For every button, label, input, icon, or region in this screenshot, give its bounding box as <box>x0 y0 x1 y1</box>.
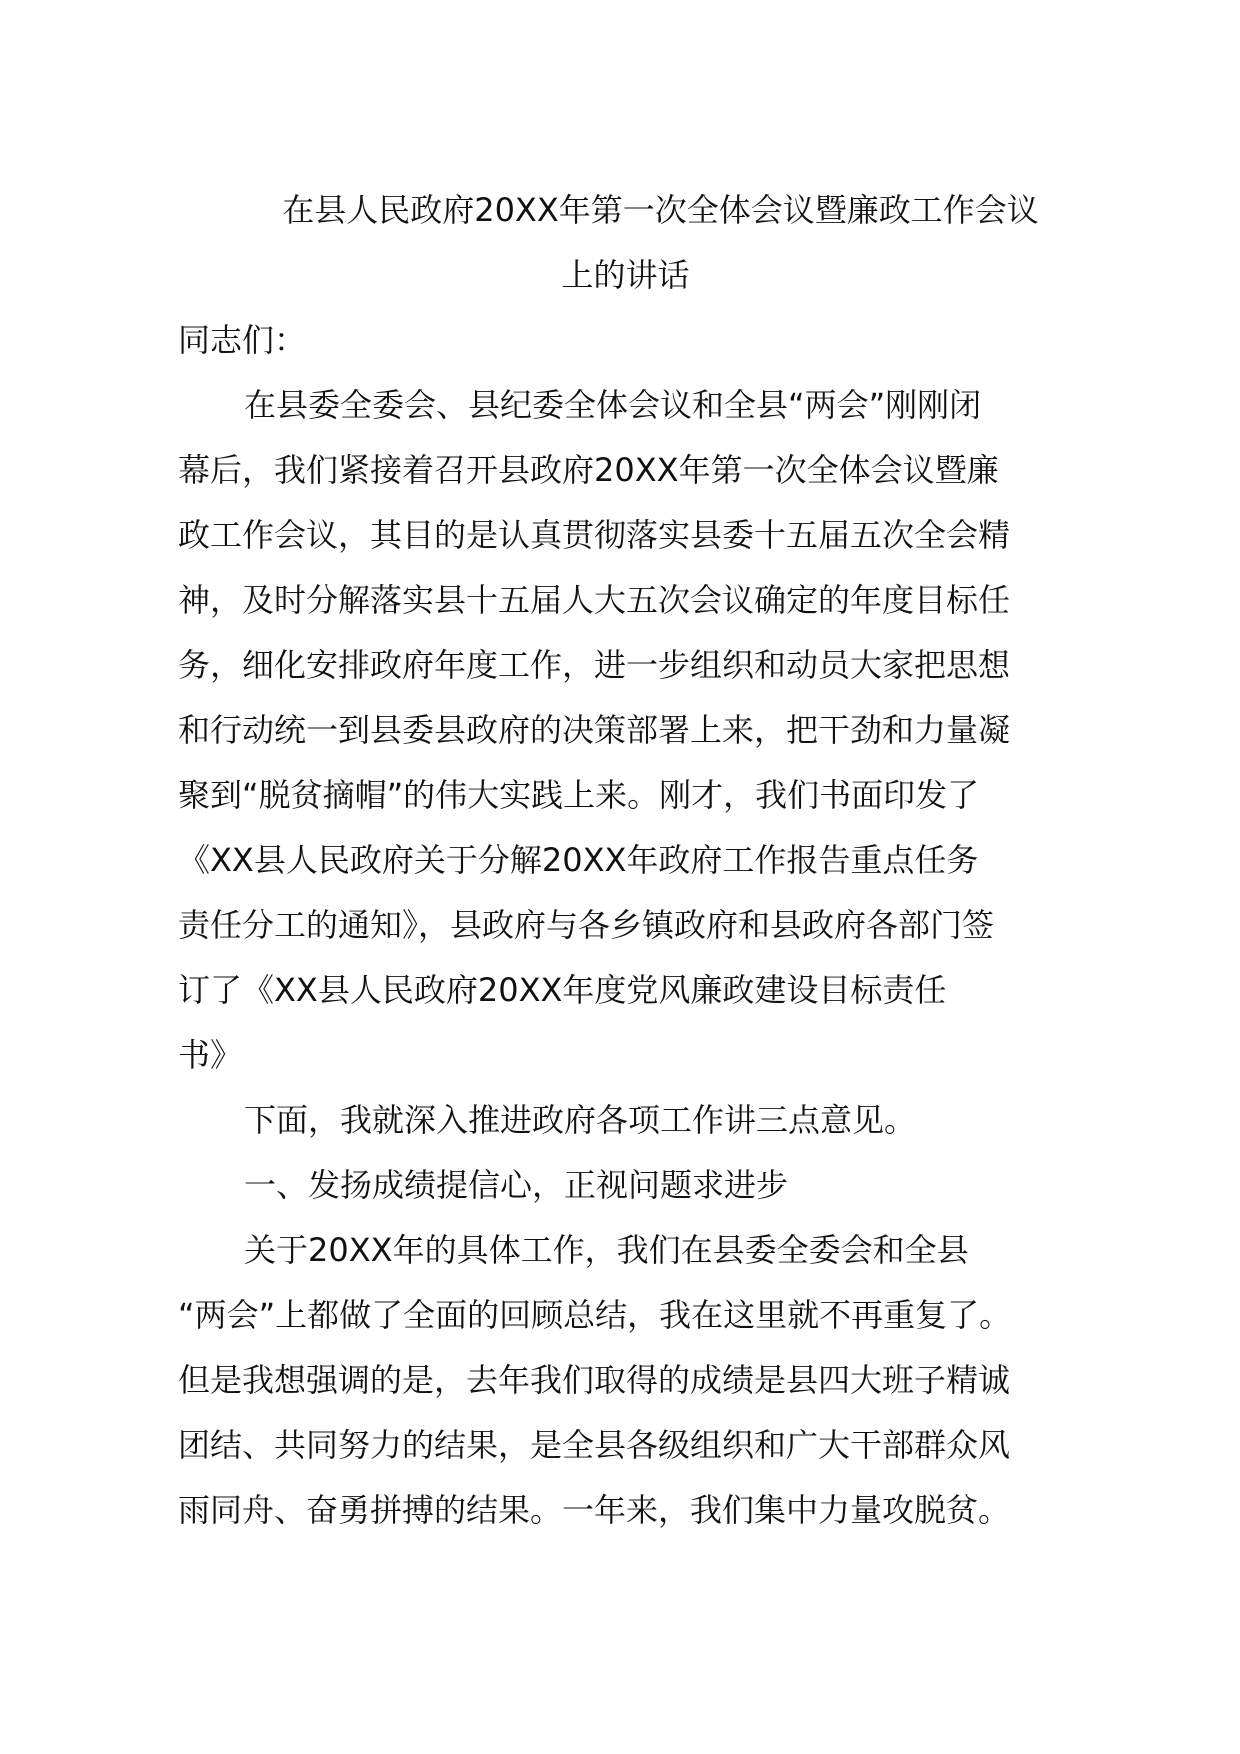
paragraph-line: 务，细化安排政府年度工作，进一步组织和动员大家把思想 <box>178 646 1011 684</box>
section-heading-1 <box>178 1153 1073 1218</box>
greeting: 同志们： <box>178 321 307 359</box>
speech-title <box>178 178 1073 308</box>
speech-body <box>178 308 1073 1543</box>
heading-line: 一、发扬成绩提信心，正视问题求进步 <box>244 1166 789 1204</box>
paragraph-3 <box>178 1218 1073 1543</box>
title-line-1: 在县人民政府20XX年第一次全体会议暨廉政工作会议 <box>282 191 1039 229</box>
paragraph-line: 团结、共同努力的结果，是全县各级组织和广大干部群众风 <box>178 1426 1011 1464</box>
paragraph-line: 聚到“脱贫摘帽”的伟大实践上来。刚才，我们书面印发了 <box>178 776 980 814</box>
paragraph-line: 幕后，我们紧接着召开县政府20XX年第一次全体会议暨廉 <box>178 451 999 489</box>
paragraph-line: “两会”上都做了全面的回顾总结，我在这里就不再重复了。 <box>178 1296 1012 1334</box>
paragraph-line: 雨同舟、奋勇拼搏的结果。一年来，我们集中力量攻脱贫。 <box>178 1491 1011 1529</box>
paragraph-line: 和行动统一到县委县政府的决策部署上来，把干劲和力量凝 <box>178 711 1011 749</box>
paragraph-line: 关于20XX年的具体工作，我们在县委全委会和全县 <box>244 1231 969 1269</box>
paragraph-line: 在县委全委会、县纪委全体会议和全县“两会”刚刚闭 <box>244 386 982 424</box>
paragraph-1 <box>178 373 1073 1088</box>
paragraph-line: 政工作会议，其目的是认真贯彻落实县委十五届五次全会精 <box>178 516 1011 554</box>
document-page <box>178 0 1073 1754</box>
paragraph-line: 书》 <box>178 1036 243 1074</box>
paragraph-line: 订了《XX县人民政府20XX年度党风廉政建设目标责任 <box>178 971 947 1009</box>
paragraph-line: 神，及时分解落实县十五届人大五次会议确定的年度目标任 <box>178 581 1011 619</box>
paragraph-2 <box>178 1088 1073 1153</box>
paragraph-line: 但是我想强调的是，去年我们取得的成绩是县四大班子精诚 <box>178 1361 1011 1399</box>
paragraph-line: 《XX县人民政府关于分解20XX年政府工作报告重点任务 <box>178 841 979 879</box>
paragraph-line: 下面，我就深入推进政府各项工作讲三点意见。 <box>244 1101 917 1139</box>
title-line-2: 上的讲话 <box>561 256 690 294</box>
paragraph-line: 责任分工的通知》，县政府与各乡镇政府和县政府各部门签 <box>178 906 995 944</box>
